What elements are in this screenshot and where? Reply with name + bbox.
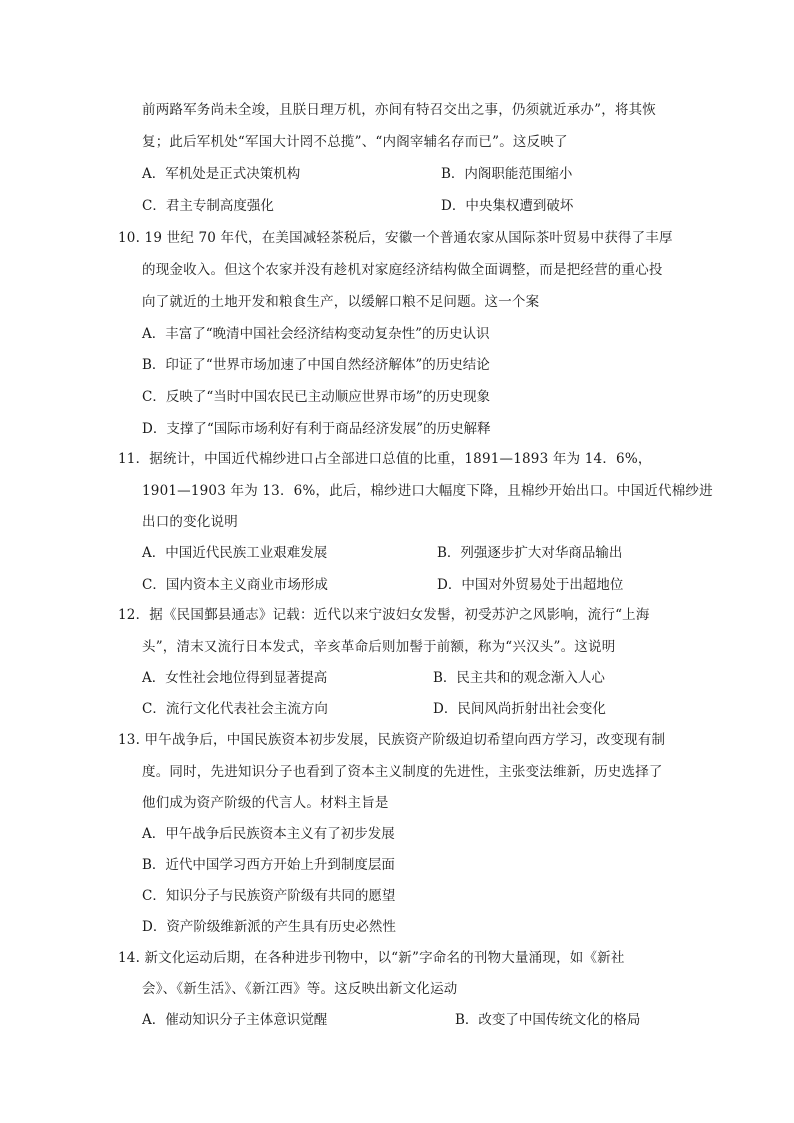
q12-option-b: B．民主共和的观念渐入人心 xyxy=(433,670,605,686)
q10-option-c: C．反映了“当时中国农民已主动顺应世界市场”的历史现象 xyxy=(142,389,491,405)
q9-option-c: C．君主专制高度强化 xyxy=(142,198,274,214)
q13-option-a: A．甲午战争后民族资本主义有了初步发展 xyxy=(142,826,395,842)
q14-option-b: B．改变了中国传统文化的格局 xyxy=(455,1012,641,1028)
q11-stem-line-1: 11．据统计，中国近代棉纱进口占全部进口总值的比重，1891—1893 年为 14．6%， xyxy=(118,451,652,467)
q10-stem-line-3: 向了就近的土地开发和粮食生产，以缓解口粮不足问题。这一个案 xyxy=(142,294,540,310)
q13-stem-line-3: 他们成为资产阶级的代言人。材料主旨是 xyxy=(142,795,389,811)
q9-option-b: B．内阁职能范围缩小 xyxy=(441,166,573,182)
q10-stem-line-1: 10. 19 世纪 70 年代，在美国减轻茶税后，安徽一个普通农家从国际茶叶贸易中获得了丰厚 xyxy=(118,230,673,246)
q12-option-a: A．女性社会地位得到显著提高 xyxy=(142,670,328,686)
q14-option-a: A．催动知识分子主体意识觉醒 xyxy=(142,1012,328,1028)
q9-continuation-line-2: 复；此后军机处“军国大计罔不总揽”、“内阁宰辅名存而已”。这反映了 xyxy=(142,134,568,150)
q9-option-a: A．军机处是正式决策机构 xyxy=(142,166,301,182)
q11-option-d: D．中国对外贸易处于出超地位 xyxy=(437,577,624,593)
q12-stem-line-2: 头”，清末又流行日本发式，辛亥革命后则加髻于前额，称为“兴汉头”。这说明 xyxy=(142,639,616,655)
q10-option-a: A．丰富了“晚清中国社会经济结构变动复杂性”的历史认识 xyxy=(142,326,490,342)
q12-stem-line-1: 12．据《民国鄞县通志》记载：近代以来宁波妇女发髻，初受苏沪之风影响，流行“上海 xyxy=(118,607,650,623)
q13-option-b: B．近代中国学习西方开始上升到制度层面 xyxy=(142,857,395,873)
q10-stem-line-2: 的现金收入。但这个农家并没有趁机对家庭经济结构做全面调整，而是把经营的重心投 xyxy=(142,262,663,278)
q12-option-c: C．流行文化代表社会主流方向 xyxy=(142,701,328,717)
q9-option-d: D．中央集权遭到破坏 xyxy=(441,198,574,214)
q9-continuation-line-1: 前两路军务尚未全竣，且朕日理万机，亦间有特召交出之事，仍须就近承办”，将其恢 xyxy=(142,102,657,118)
q13-stem-line-2: 度。同时，先进知识分子也看到了资本主义制度的先进性，主张变法维新，历史选择了 xyxy=(142,764,663,780)
q11-stem-line-2: 1901—1903 年为 13．6%，此后，棉纱进口大幅度下降，且棉纱开始出口。中国近代棉纱进 xyxy=(142,483,713,499)
q11-option-b: B．列强逐步扩大对华商品输出 xyxy=(437,545,623,561)
q14-stem-line-1: 14. 新文化运动后期，在各种进步刊物中，以“新”字命名的刊物大量涌现，如《新社 xyxy=(118,950,625,966)
q10-option-d: D．支撑了“国际市场利好有利于商品经济发展”的历史解释 xyxy=(142,421,491,437)
q13-option-c: C．知识分子与民族资产阶级有共同的愿望 xyxy=(142,888,396,904)
q13-stem-line-1: 13. 甲午战争后，中国民族资本初步发展，民族资产阶级迫切希望向西方学习，改变现有制 xyxy=(118,732,666,748)
q11-option-a: A．中国近代民族工业艰难发展 xyxy=(142,545,328,561)
q12-option-d: D．民间风尚折射出社会变化 xyxy=(433,701,606,717)
q14-stem-line-2: 会》、《新生活》、《新江西》等。这反映出新文化运动 xyxy=(142,981,458,997)
q11-option-c: C．国内资本主义商业市场形成 xyxy=(142,577,328,593)
q13-option-d: D．资产阶级维新派的产生具有历史必然性 xyxy=(142,919,396,935)
q11-stem-line-3: 出口的变化说明 xyxy=(142,514,238,530)
q10-option-b: B．印证了“世界市场加速了中国自然经济解体”的历史结论 xyxy=(142,357,490,373)
